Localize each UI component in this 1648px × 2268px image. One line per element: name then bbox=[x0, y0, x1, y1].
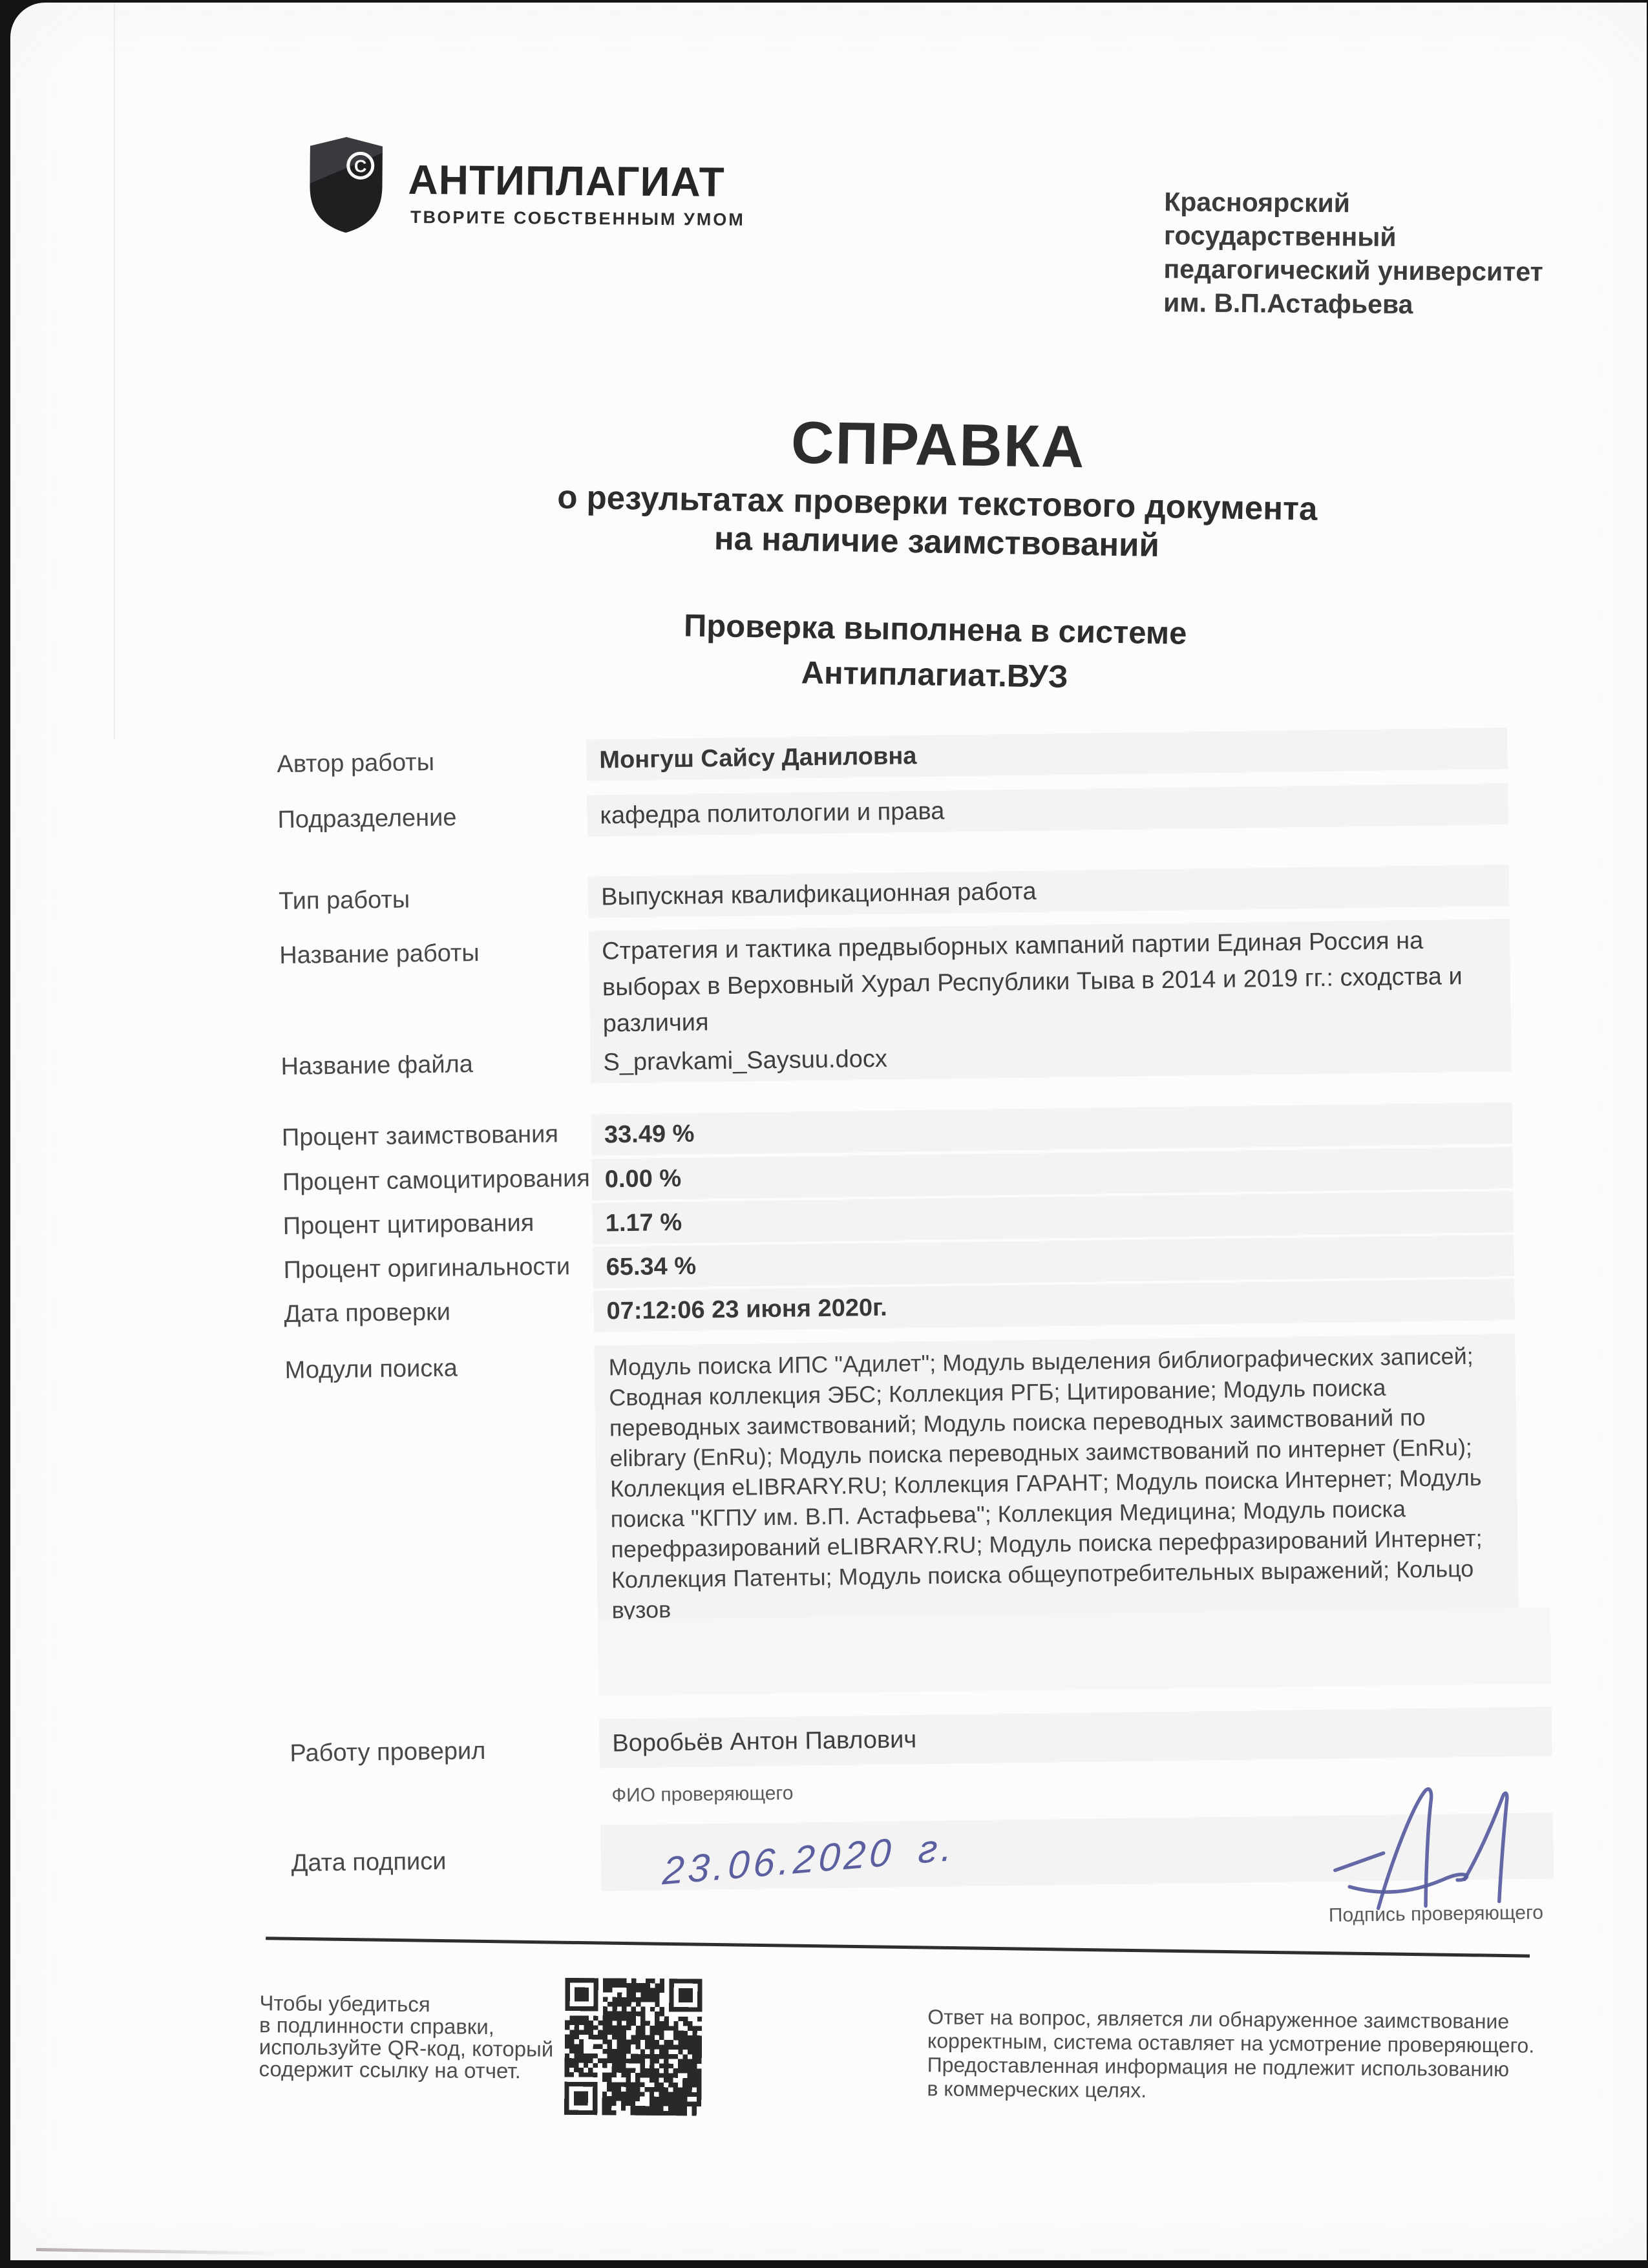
field-label: Название файла bbox=[280, 1051, 474, 1080]
field-value: Выпускная квалификационная работа bbox=[600, 877, 1037, 911]
search-modules-text: Модуль поиска ИПС "Адилет"; Модуль выделения библиографических записей; Сводная коллекция ЭБС; Коллекция РГБ; Цитирование; Модуль поиска переводных заимствований; Модуль поиска переводных заимствований по elibrary (EnRu); Модуль поиска переводных заимствований по интернет (EnRu); Коллекция eLIBRARY.RU; Коллекция ГАРАНТ; Модуль поиска Интернет; Модуль поиска "КГПУ им. В.П. Астафьева"; Коллекция Медицина; Модуль поиска перефразирований eLIBRARY.RU; Модуль поиска перефразирований Интернет; Коллекция Патенты; Модуль поиска общеупотребительных выражений; Кольцо вузов bbox=[608, 1342, 1483, 1624]
qr-instruction-text: Чтобы убедиться в подлинности справки, используйте QR-код, который содержит ссылку на отчет. bbox=[259, 1991, 554, 2083]
reviewer-name-caption: ФИО проверяющего bbox=[611, 1782, 794, 1807]
field-label: Тип работы bbox=[278, 886, 410, 916]
reviewer-label: Работу проверил bbox=[290, 1737, 486, 1767]
field-label: Модули поиска bbox=[284, 1354, 458, 1384]
certificate-subtitle-line2: на наличие заимствований bbox=[713, 520, 1160, 564]
handwritten-date: 23.06.2020 г. bbox=[661, 1825, 958, 1893]
certificate-subtitle-line1: о результатах проверки текстового документа bbox=[556, 478, 1318, 527]
svg-text:C: C bbox=[354, 156, 367, 176]
university-name: Красноярский государственный педагогический университет им. В.П.Астафьева bbox=[1163, 187, 1543, 320]
field-label: Подразделение bbox=[277, 804, 457, 834]
field-value: S_pravkami_Saysuu.docx bbox=[603, 1045, 888, 1076]
antiplagiat-tagline: ТВОРИТЕ СОБСТВЕННЫМ УМОМ bbox=[410, 207, 745, 229]
antiplagiat-brand-text: АНТИПЛАГИАТ bbox=[408, 156, 725, 205]
signature-date-label: Дата подписи bbox=[291, 1847, 447, 1877]
certificate-title: СПРАВКА bbox=[790, 410, 1086, 481]
field-value: 1.17 % bbox=[605, 1208, 682, 1237]
disclaimer-text: Ответ на вопрос, является ли обнаруженное заимствование корректным, система оставляет на усмотрение проверяющего. Предоставленная информация не подлежит использованию в коммерческих целях. bbox=[927, 2005, 1535, 2102]
system-check-line1: Проверка выполнена в системе bbox=[683, 608, 1187, 651]
field-label: Название работы bbox=[279, 939, 480, 970]
field-value: Монгуш Сайсу Даниловна bbox=[599, 742, 917, 774]
field-label: Процент цитирования bbox=[282, 1209, 534, 1240]
field-value: 65.34 % bbox=[606, 1252, 697, 1281]
field-value: Стратегия и тактика предвыборных кампаний партии Единая Россия на выборах в Верховный Хурал Республики Тыва в 2014 и 2019 гг.: сходства и различия bbox=[601, 927, 1463, 1038]
signature-caption: Подпись проверяющего bbox=[1328, 1902, 1544, 1926]
field-label: Процент самоцитирования bbox=[282, 1164, 591, 1196]
field-label: Процент оригинальности bbox=[283, 1253, 571, 1284]
field-label: Дата проверки bbox=[284, 1298, 451, 1328]
field-value: 33.49 % bbox=[604, 1120, 695, 1149]
field-value: 07:12:06 23 июня 2020г. bbox=[606, 1294, 887, 1325]
reviewer-name: Воробьёв Антон Павлович bbox=[612, 1726, 917, 1758]
field-label: Автор работы bbox=[277, 748, 435, 779]
field-value: 0.00 % bbox=[604, 1164, 682, 1193]
field-value: кафедра политологии и права bbox=[600, 797, 945, 830]
system-check-line2: Антиплагиат.ВУЗ bbox=[801, 655, 1069, 695]
footer-divider-line bbox=[266, 1937, 1530, 1957]
qr-code bbox=[562, 1978, 704, 2116]
field-label: Процент заимствования bbox=[281, 1120, 559, 1151]
